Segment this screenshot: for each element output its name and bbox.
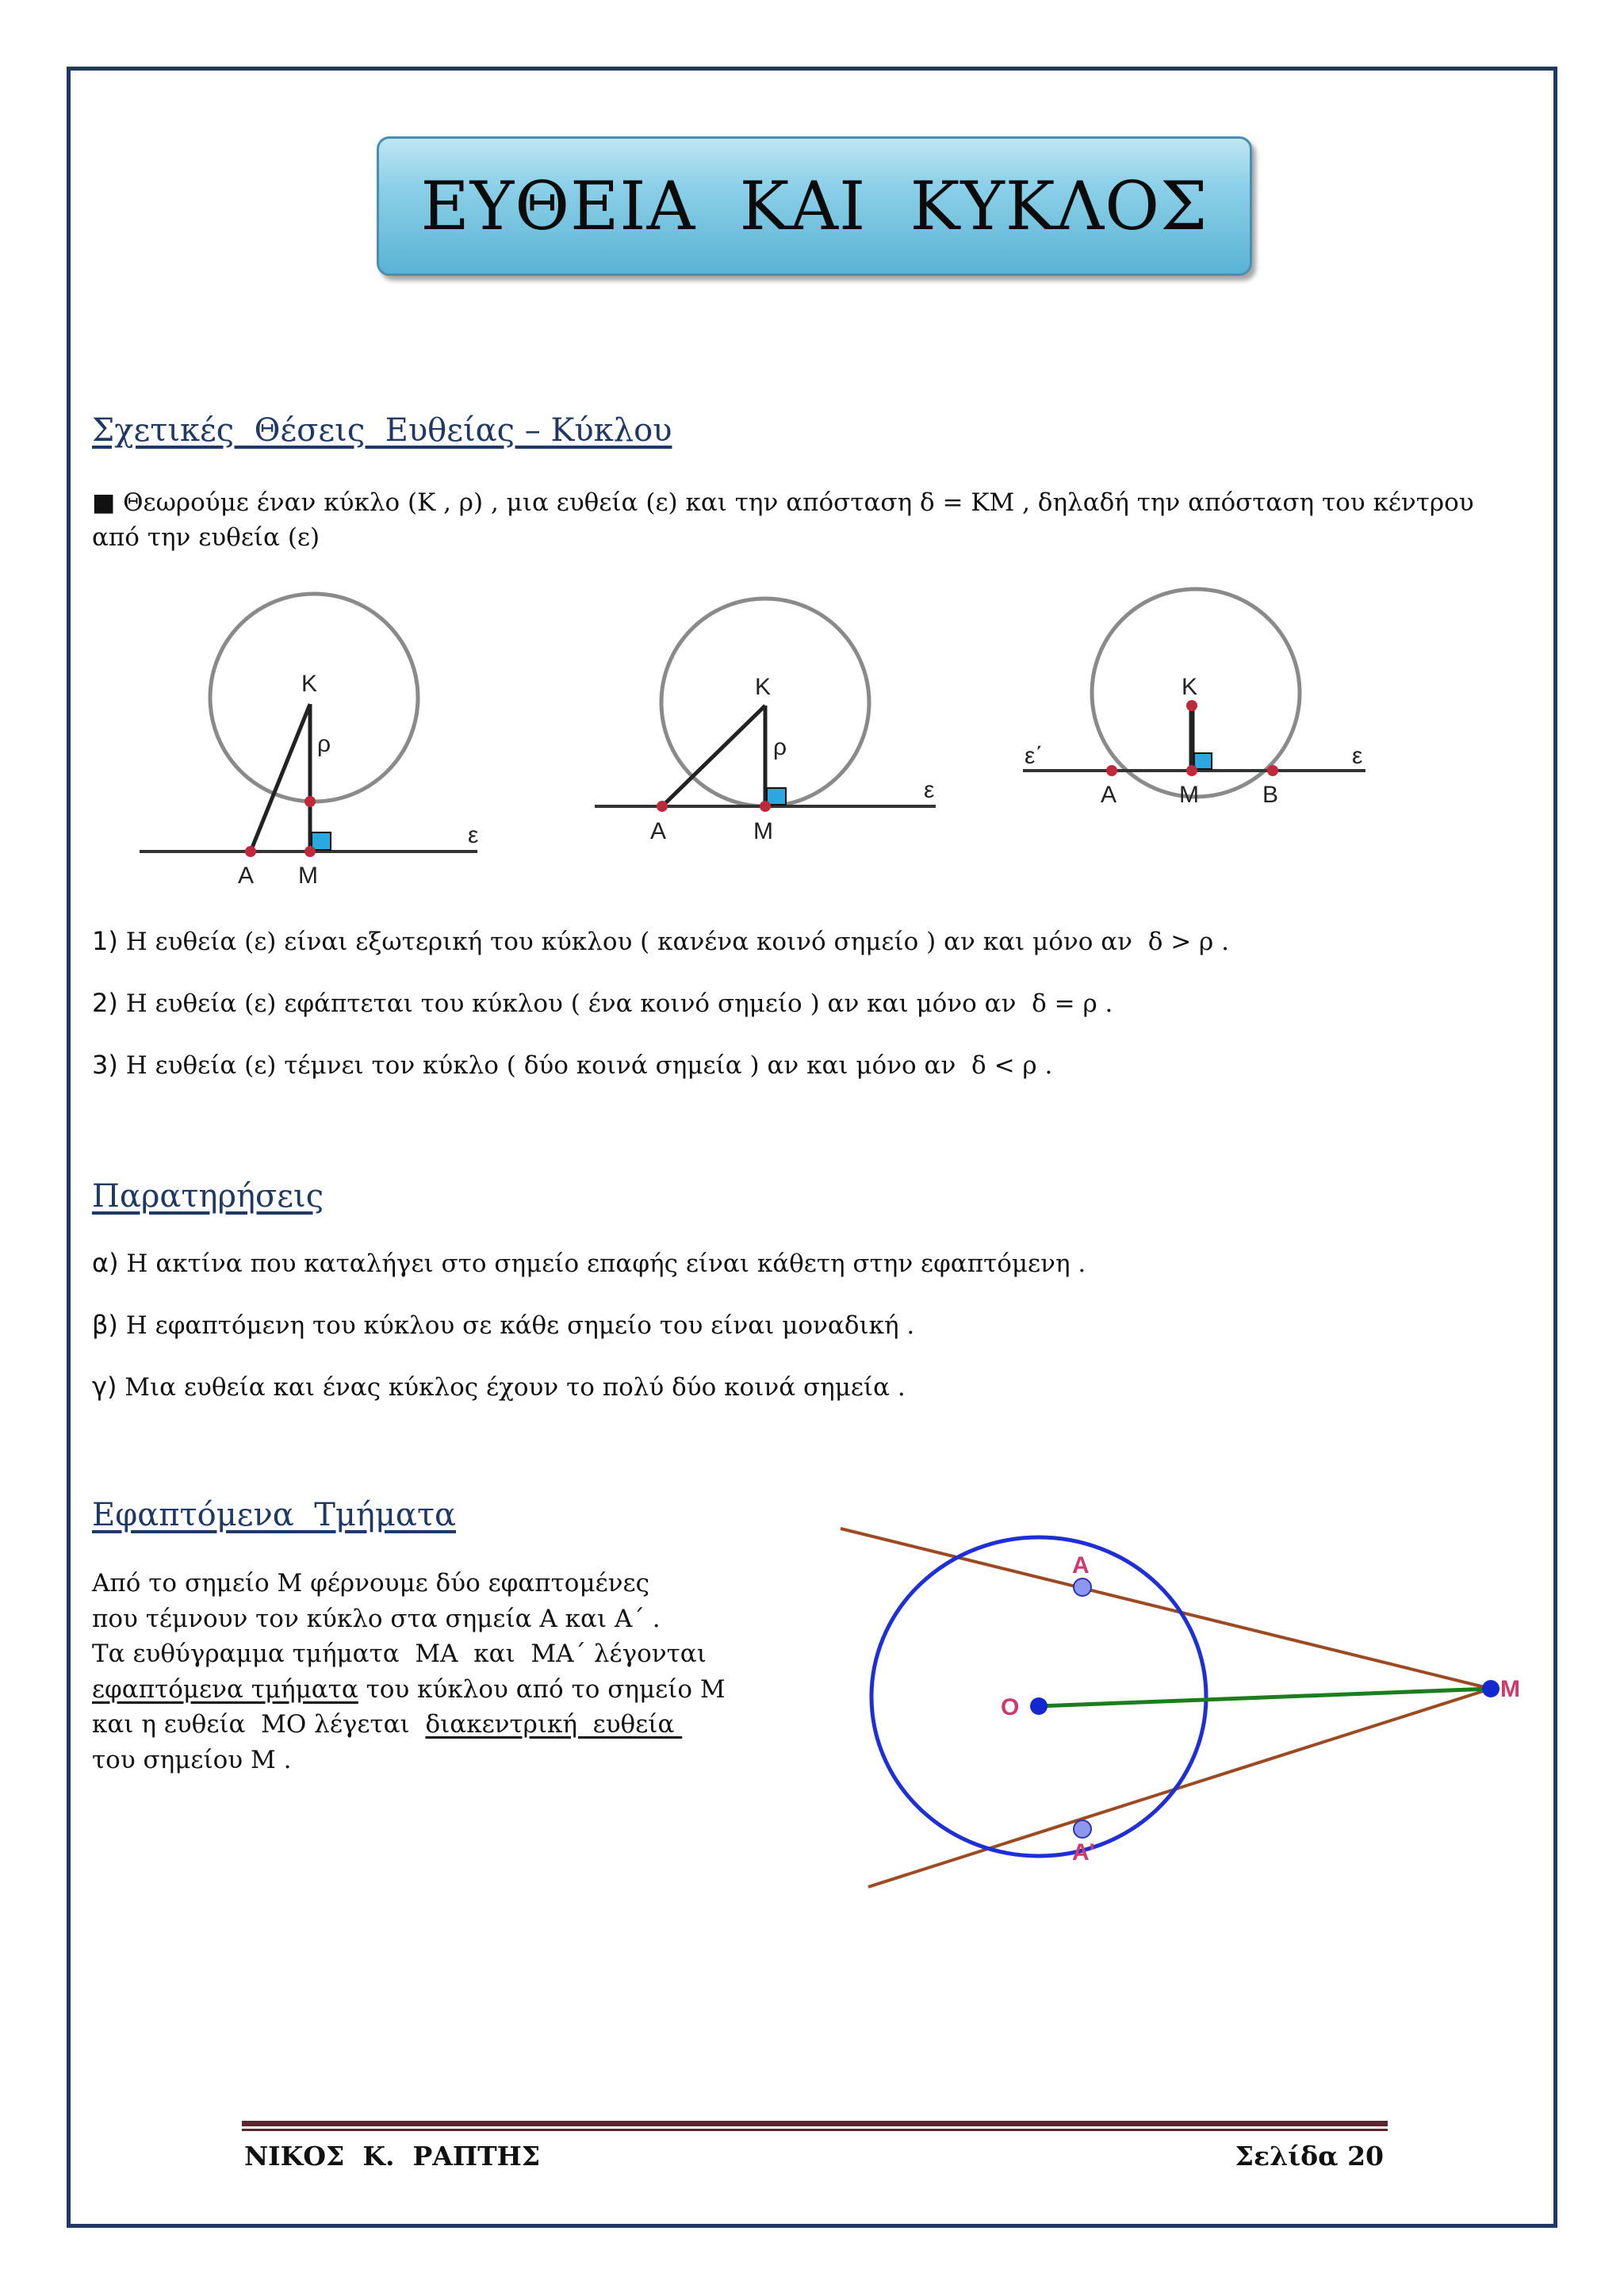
tangent-line-2: που τέμνουν τον κύκλο στα σημεία Α και Α΄ . [92,1604,661,1633]
point-A-prime [1074,1820,1091,1838]
item-text: Η εφαπτόμενη του κύκλου σε κάθε σημείο του είναι μοναδική . [117,1311,915,1340]
footer-author: ΝΙΚΟΣ Κ. ΡΑΠΤΗΣ [244,2141,541,2172]
fig1-circle [210,594,418,802]
fig1-point-A [245,846,256,857]
point-A [1074,1578,1091,1596]
item-number: 2) [92,988,118,1018]
fig3-point-K [1186,700,1197,711]
item-text: Η ακτίνα που καταλήγει στο σημείο επαφής είναι κάθετη στην εφαπτόμενη . [118,1249,1086,1278]
term-center-line: διακεντρική ευθεία [425,1710,683,1739]
line-circle-positions-figure [119,579,1388,896]
fig3-right-angle [1194,753,1212,769]
fig3-point-B [1267,765,1278,776]
fig1-point-M [304,846,316,857]
position-item-3 [92,1050,1052,1080]
tangent-line-5-start: και η ευθεία ΜΟ λέγεται [92,1710,426,1739]
position-item-2 [92,988,1113,1018]
item-text: Η ευθεία (ε) εφάπτεται του κύκλου ( ένα κοινό σημείο ) αν και μόνο αν δ = ρ . [117,989,1113,1018]
fig3-label-A: Α [1101,782,1117,808]
page-title: ΕΥΘΕΙΑ ΚΑΙ ΚΥΚΛΟΣ [420,167,1208,245]
tangent-line-6: του σημείου Μ . [92,1745,292,1774]
fig3-label-M: Μ [1179,782,1199,808]
tangent-line-1: Από το σημείο Μ φέρνουμε δύο εφαπτομένες [92,1569,649,1598]
point-M [1482,1680,1500,1697]
tangent-line-4 [92,1672,774,1708]
fig3-label-K: Κ [1182,674,1198,700]
intro-line-2: από την ευθεία (ε) [92,523,320,552]
fig2-point-M [760,801,771,812]
label-O: O [1001,1694,1020,1720]
fig1-label-A: Α [238,863,255,889]
tangent-line-5 [92,1707,774,1743]
section-heading-positions: Σχετικές Θέσεις Ευθείας – Κύκλου [92,412,672,449]
figure-tangent-line [595,599,936,844]
point-O [1030,1697,1048,1715]
title-banner [377,136,1252,276]
tangent-line-MA [841,1529,1491,1689]
item-number: β) [92,1310,118,1340]
figure-secant-line [1023,589,1365,808]
item-number: α) [92,1248,119,1278]
fig3-label-epsilon-prime: ε΄ [1025,743,1044,769]
remark-item-b [92,1310,914,1340]
fig2-label-rho: ρ [773,734,787,760]
footer-page-number: Σελίδα 20 [1235,2141,1384,2172]
fig1-label-epsilon: ε [468,822,479,848]
item-text: Μια ευθεία και ένας κύκλος έχουν το πολύ δύο κοινά σημεία . [117,1373,906,1402]
fig1-label-rho: ρ [317,731,331,757]
fig3-label-B: Β [1262,782,1279,808]
section-heading-tangent-segments: Εφαπτόμενα Τμήματα [92,1497,456,1533]
tangent-segments-paragraph [92,1566,774,1777]
fig1-label-K: Κ [301,671,318,697]
tangent-line-MA-prime [868,1689,1491,1887]
item-text: Η ευθεία (ε) τέμνει τον κύκλο ( δύο κοινά σημεία ) αν και μόνο αν δ < ρ . [117,1051,1053,1080]
fig1-label-M: Μ [298,863,318,889]
term-tangent-segments: εφαπτόμενα τμήματα [92,1674,358,1704]
remark-item-a [92,1248,1086,1278]
fig2-label-K: Κ [755,674,772,700]
footer-rule-thin [242,2129,1388,2131]
fig3-point-M [1186,765,1197,776]
fig2-label-epsilon: ε [924,777,935,803]
remark-item-c [92,1372,906,1402]
fig1-point-circle [304,796,316,807]
page-frame [67,67,1557,2228]
figure-external-line [140,594,478,889]
label-A: A [1072,1552,1090,1578]
item-number: γ) [92,1372,117,1402]
fig1-right-angle [312,832,331,850]
fig2-label-M: Μ [753,818,773,844]
tangent-line-4-rest: του κύκλου από το σημείο Μ [358,1674,726,1704]
intro-paragraph [92,485,1474,555]
fig1-segment-KA [251,704,310,851]
center-line-MO [1039,1689,1491,1706]
fig2-point-A [657,801,668,812]
circle-O [871,1537,1206,1856]
label-M: M [1500,1676,1520,1702]
item-text: Η ευθεία (ε) είναι εξωτερική του κύκλου ( κανένα κοινό σημείο ) αν και μόνο αν δ > ρ . [117,928,1229,956]
item-number: 1) [92,926,118,956]
intro-line-1: ■ Θεωρούμε έναν κύκλο (Κ , ρ) , μια ευθεία (ε) και την απόσταση δ = ΚΜ , δηλαδή την απόσταση του κέντρου [92,488,1474,517]
fig3-label-epsilon: ε [1352,743,1363,769]
fig2-label-A: Α [650,818,667,844]
fig3-point-A [1106,765,1117,776]
tangent-line-3: Τα ευθύγραμμα τμήματα ΜΑ και ΜΑ΄ λέγονται [92,1640,707,1668]
fig2-right-angle [767,788,786,805]
item-number: 3) [92,1050,118,1080]
footer-rule-thick [242,2121,1388,2126]
position-item-1 [92,926,1229,956]
tangent-segments-figure [825,1506,1522,1903]
section-heading-remarks: Παρατηρήσεις [92,1178,324,1215]
label-A-prime: A' [1072,1839,1095,1866]
